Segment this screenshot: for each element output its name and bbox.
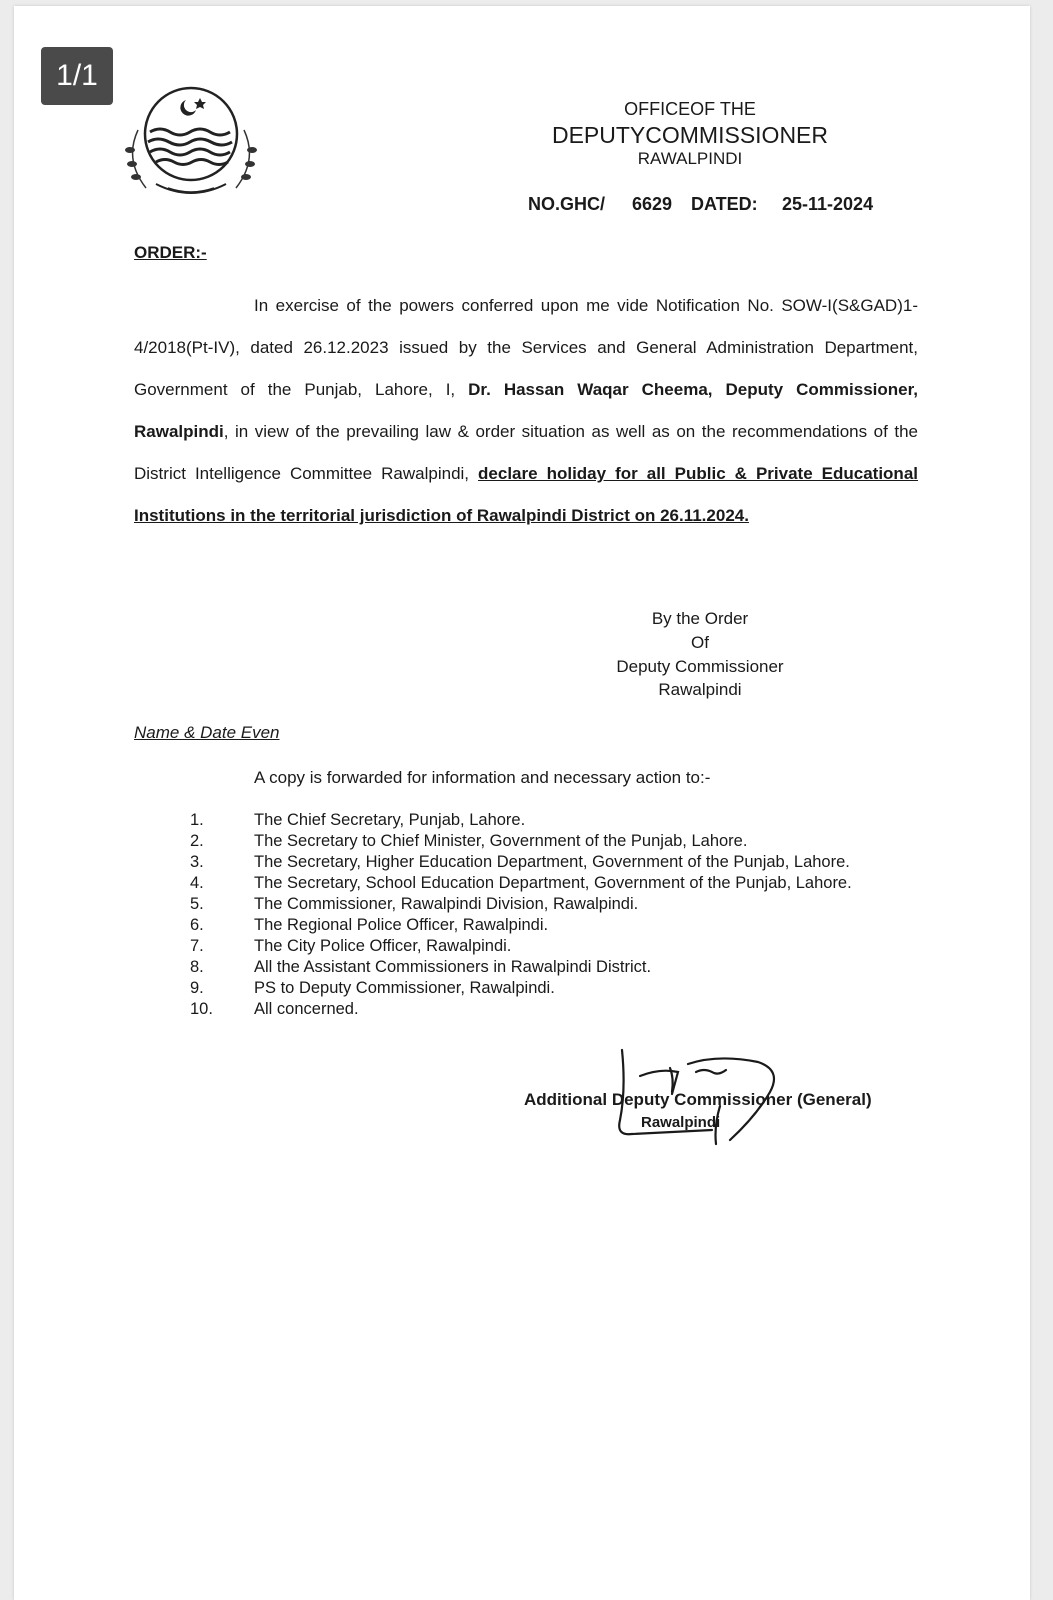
by-order-city: Rawalpindi: [658, 680, 742, 699]
item-number: 9.: [190, 979, 204, 997]
item-number: 6.: [190, 916, 204, 934]
item-number: 5.: [190, 895, 204, 913]
item-text: The Commissioner, Rawalpindi Division, Rawalpindi.: [254, 895, 639, 913]
ref-label: NO.GHC/: [528, 194, 606, 214]
by-order-of: Of: [691, 633, 709, 652]
punjab-emblem-icon: [116, 80, 266, 210]
order-text-1: In exercise of the powers conferred upon me vide Notification No. SOW-I(S&GAD)1-4/2018(Pt-IV), dated 26.12.2023 issued by the Services and General Administration Department, Government of the Punjab, Lahore, I,: [134, 296, 918, 399]
item-text: The Secretary to Chief Minister, Government of the Punjab, Lahore.: [254, 832, 748, 850]
by-order-dc: Deputy Commissioner: [616, 657, 784, 676]
signatory-place: Rawalpindi: [641, 1114, 721, 1131]
office-of-line: OFFICEOF THE: [624, 99, 756, 119]
copy-intro: A copy is forwarded for information and necessary action to:-: [254, 768, 711, 787]
name-date-heading: Name & Date Even: [134, 723, 280, 742]
order-body: [134, 285, 918, 537]
item-text: The Secretary, School Education Department, Government of the Punjab, Lahore.: [254, 874, 852, 892]
item-number: 4.: [190, 874, 204, 892]
item-text: The Regional Police Officer, Rawalpindi.: [254, 916, 549, 934]
by-order-line: By the Order: [651, 609, 749, 628]
dated-label: DATED:: [691, 194, 758, 214]
officer-name: Dr. Hassan Waqar Cheema, Deputy Commissioner, Rawalpindi: [134, 380, 918, 441]
page-indicator: 1/1: [41, 47, 113, 105]
office-title: DEPUTYCOMMISSIONER: [551, 122, 829, 148]
order-text-2: , in view of the prevailing law & order situation as well as on the recommendations of the District Intelligence Committee Rawalpindi,: [134, 422, 918, 483]
item-number: 2.: [190, 832, 204, 850]
ref-number: 6629: [632, 194, 673, 214]
item-text: PS to Deputy Commissioner, Rawalpindi.: [254, 979, 555, 997]
item-text: The Secretary, Higher Education Department, Government of the Punjab, Lahore.: [254, 853, 850, 871]
item-number: 1.: [190, 811, 204, 829]
item-number: 8.: [190, 958, 204, 976]
holiday-declaration: declare holiday for all Public & Private Educational Institutions in the territorial jurisdiction of Rawalpindi District on 26.11.2024.: [134, 464, 918, 525]
item-text: The Chief Secretary, Punjab, Lahore.: [254, 811, 526, 829]
item-text: All the Assistant Commissioners in Rawalpindi District.: [254, 958, 652, 976]
signature-icon: [600, 1040, 800, 1150]
signatory-title: Additional Deputy Commissioner (General): [524, 1090, 872, 1109]
order-heading: ORDER:-: [134, 243, 207, 262]
dated-value: 25-11-2024: [782, 194, 874, 214]
item-number: 7.: [190, 937, 204, 955]
office-city: RAWALPINDI: [637, 149, 743, 168]
item-text: All concerned.: [254, 1000, 359, 1018]
item-number: 10.: [190, 1000, 213, 1018]
item-number: 3.: [190, 853, 204, 871]
item-text: The City Police Officer, Rawalpindi.: [254, 937, 512, 955]
